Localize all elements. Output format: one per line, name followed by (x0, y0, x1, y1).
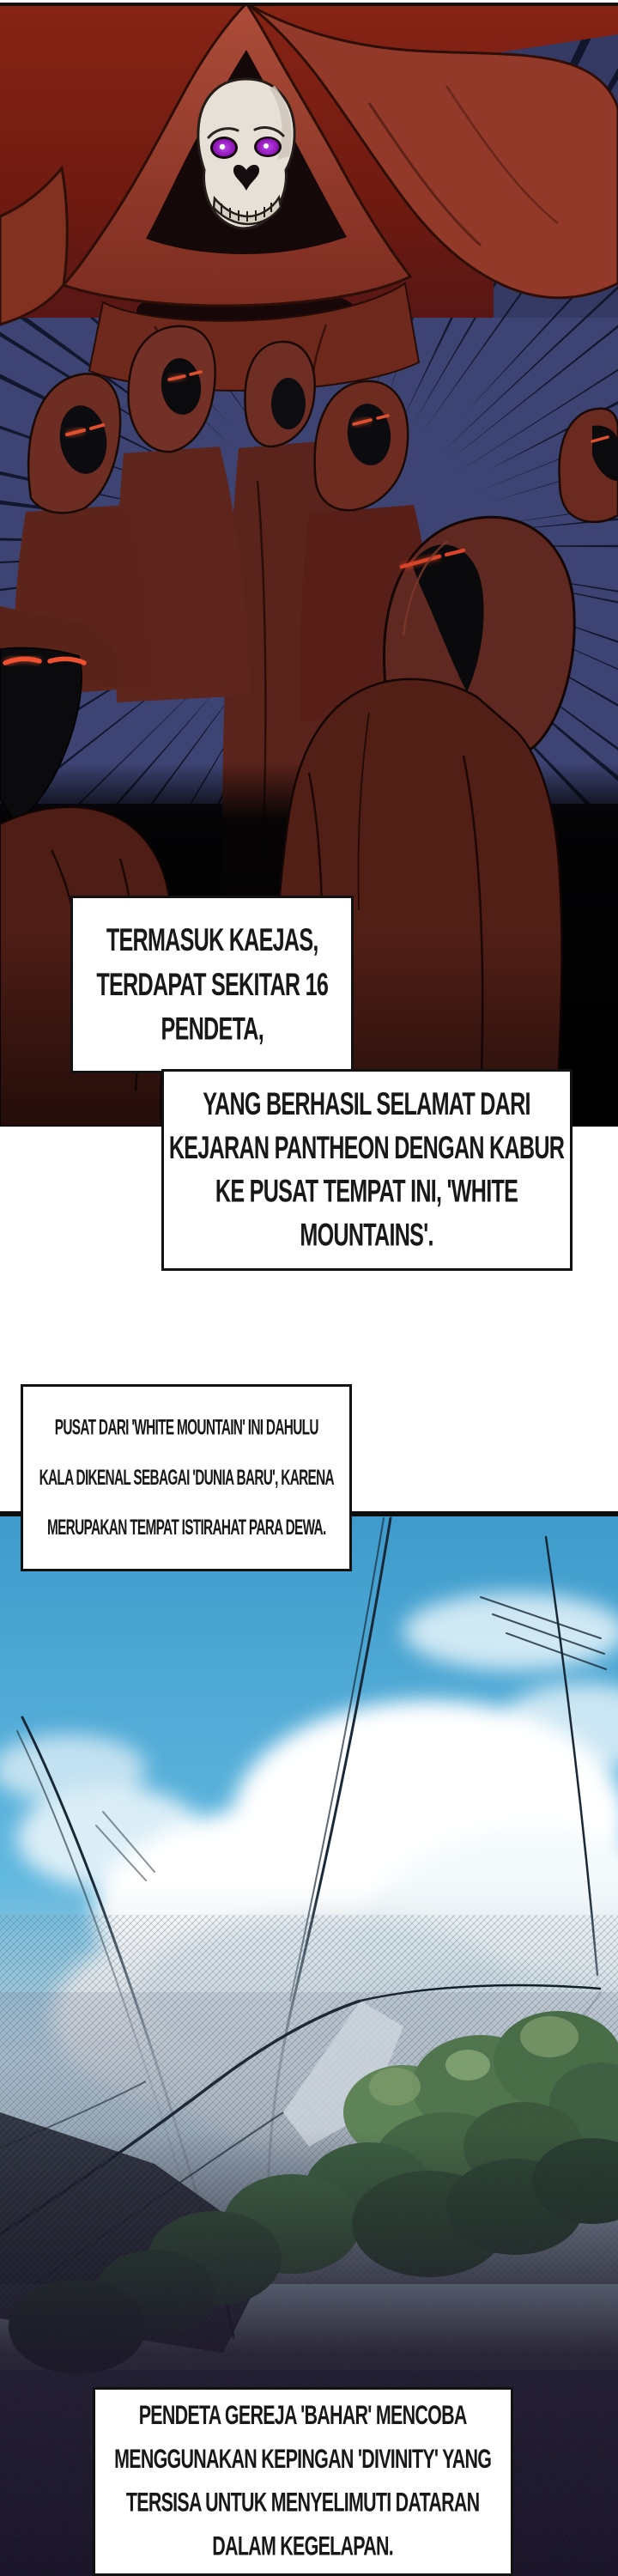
narration-box-2 (161, 1069, 573, 1271)
narration-line: MERUPAKAN TEMPAT ISTIRAHAT PARA DEWA. (46, 1515, 326, 1540)
narration-text-1 (96, 918, 328, 1052)
narration-line: KEJARAN PANTHEON DENGAN KABUR (169, 1130, 565, 1166)
narration-text-2 (169, 1083, 564, 1257)
narration-line: KALA DIKENAL SEBAGAI 'DUNIA BARU', KARENA (39, 1465, 334, 1490)
narration-text-3 (39, 1403, 333, 1553)
narration-line: TERSISA UNTUK MENYELIMUTI DATARAN (126, 2488, 480, 2518)
narration-line: PENDETA, (161, 1011, 264, 1047)
narration-text-4 (114, 2394, 491, 2568)
narration-line: TERDAPAT SEKITAR 16 (96, 966, 328, 1003)
narration-box-1 (70, 896, 354, 1073)
skull-face (198, 79, 294, 228)
narration-line: KE PUSAT TEMPAT INI, 'WHITE (215, 1173, 518, 1209)
narration-line: YANG BERHASIL SELAMAT DARI (203, 1086, 531, 1122)
narration-line: MENGGUNAKAN KEPINGAN 'DIVINITY' YANG (114, 2444, 492, 2475)
narration-line: MOUNTAINS'. (300, 1217, 434, 1253)
narration-box-3 (21, 1384, 352, 1571)
narration-line: PENDETA GEREJA 'BAHAR' MENCOBA (139, 2401, 467, 2431)
narration-line: TERMASUK KAEJAS, (106, 922, 318, 958)
narration-line: DALAM KEGELAPAN. (212, 2531, 394, 2561)
narration-box-4 (93, 2387, 513, 2576)
narration-line: PUSAT DARI 'WHITE MOUNTAIN' INI DAHULU (54, 1415, 318, 1440)
